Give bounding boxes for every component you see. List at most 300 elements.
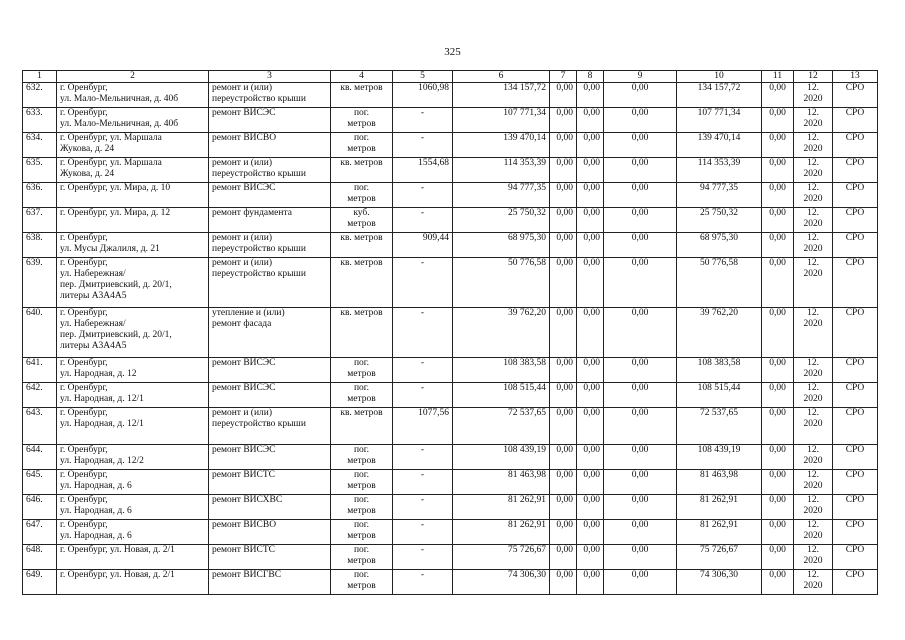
total-cost-cell: 94 777,35 (453, 183, 550, 208)
col10-cell: 74 306,30 (677, 570, 762, 595)
col7-cell: 0,00 (550, 183, 577, 208)
row-number-cell: 647. (23, 520, 57, 545)
col11-cell: 0,00 (762, 470, 794, 495)
contractor-cell: СРО (833, 183, 878, 208)
col9-cell: 0,00 (604, 83, 677, 108)
period-cell (794, 570, 833, 595)
contractor-cell: СРО (833, 545, 878, 570)
cell-line: пог. (353, 358, 370, 368)
col10-cell: 68 975,30 (677, 233, 762, 258)
col7-cell: 0,00 (550, 308, 577, 358)
cell-line: г. Оренбург, (60, 83, 108, 93)
row-number-cell: 641. (23, 358, 57, 383)
work-type-cell (209, 133, 331, 158)
cell-line: кв. метров (340, 233, 383, 243)
cell-line: г. Оренбург, (60, 495, 108, 505)
row-number-cell: 646. (23, 495, 57, 520)
cell-line: ул. Народная, д. 6 (60, 531, 132, 541)
col11-cell: 0,00 (762, 258, 794, 308)
work-type-cell (209, 233, 331, 258)
col9-cell: 0,00 (604, 408, 677, 445)
col7-cell: 0,00 (550, 158, 577, 183)
area-cell: - (393, 470, 453, 495)
unit-cell (331, 408, 393, 445)
area-cell: - (393, 570, 453, 595)
unit-cell (331, 358, 393, 383)
unit-cell (331, 470, 393, 495)
col9-cell: 0,00 (604, 208, 677, 233)
unit-cell (331, 383, 393, 408)
unit-cell (331, 520, 393, 545)
cell-line: ул. Народная, д. 12/1 (60, 419, 144, 429)
cell-line: 12. (807, 495, 819, 505)
work-type-cell (209, 383, 331, 408)
row-number-cell: 645. (23, 470, 57, 495)
cell-line: 12. (807, 383, 819, 393)
unit-cell (331, 158, 393, 183)
contractor-cell: СРО (833, 445, 878, 470)
cell-line: г. Оренбург, (60, 358, 108, 368)
total-cost-cell: 81 463,98 (453, 470, 550, 495)
cell-line: пог. (353, 133, 370, 143)
col8-cell: 0,00 (577, 258, 604, 308)
table-row (23, 408, 878, 445)
col8-cell: 0,00 (577, 308, 604, 358)
table-row (23, 495, 878, 520)
col9-cell: 0,00 (604, 570, 677, 595)
address-cell (57, 520, 209, 545)
area-cell: - (393, 133, 453, 158)
table-row (23, 108, 878, 133)
unit-cell (331, 570, 393, 595)
table-row (23, 208, 878, 233)
cell-line: пог. (353, 520, 370, 530)
cell-line: 2020 (803, 269, 823, 279)
cell-line: г. Оренбург, (60, 233, 108, 243)
table-row (23, 133, 878, 158)
address-cell (57, 570, 209, 595)
col7-cell: 0,00 (550, 233, 577, 258)
contractor-cell: СРО (833, 258, 878, 308)
cell-line: 2020 (803, 169, 823, 179)
col9-cell: 0,00 (604, 445, 677, 470)
column-header-13: 13 (833, 71, 878, 83)
cell-line: 12. (807, 545, 819, 555)
cell-line: г. Оренбург, ул. Новая, д. 2/1 (60, 570, 175, 580)
col9-cell: 0,00 (604, 308, 677, 358)
cell-line: 2020 (803, 369, 823, 379)
period-cell (794, 445, 833, 470)
col10-cell: 134 157,72 (677, 83, 762, 108)
table-row (23, 520, 878, 545)
period-cell (794, 545, 833, 570)
col9-cell: 0,00 (604, 383, 677, 408)
period-cell (794, 108, 833, 133)
address-cell (57, 258, 209, 308)
cell-line: ремонт ВИСЭС (212, 183, 276, 193)
period-cell (794, 358, 833, 383)
area-cell: - (393, 495, 453, 520)
col10-cell: 25 750,32 (677, 208, 762, 233)
cell-line: пог. (353, 108, 370, 118)
address-cell (57, 470, 209, 495)
unit-cell (331, 545, 393, 570)
cell-line: ремонт ВИСЭС (212, 445, 276, 455)
unit-cell (331, 133, 393, 158)
col11-cell: 0,00 (762, 308, 794, 358)
work-type-cell (209, 520, 331, 545)
cell-line: 2020 (803, 581, 823, 591)
cell-line: 2020 (803, 481, 823, 491)
contractor-cell: СРО (833, 520, 878, 545)
col11-cell: 0,00 (762, 158, 794, 183)
col7-cell: 0,00 (550, 208, 577, 233)
address-cell (57, 358, 209, 383)
cell-line: утепление и (или) (212, 308, 285, 318)
address-cell (57, 495, 209, 520)
col7-cell: 0,00 (550, 133, 577, 158)
total-cost-cell: 25 750,32 (453, 208, 550, 233)
address-cell (57, 83, 209, 108)
cell-line: 12. (807, 183, 819, 193)
col10-cell: 72 537,65 (677, 408, 762, 445)
cell-line: ремонт ВИСГВС (212, 570, 282, 580)
row-number-cell: 633. (23, 108, 57, 133)
row-number-cell: 636. (23, 183, 57, 208)
column-header-2: 2 (57, 71, 209, 83)
cell-line: 12. (807, 470, 819, 480)
cell-line: кв. метров (340, 408, 383, 418)
unit-cell (331, 308, 393, 358)
cell-line: ул. Мало-Мельничная, д. 40б (60, 94, 179, 104)
col10-cell: 81 262,91 (677, 520, 762, 545)
col8-cell: 0,00 (577, 470, 604, 495)
cell-line: метров (347, 194, 376, 204)
cell-line: г. Оренбург, (60, 470, 108, 480)
table-row (23, 233, 878, 258)
col10-cell: 108 383,58 (677, 358, 762, 383)
cell-line: ремонт и (или) (212, 258, 273, 268)
area-cell: 1060,98 (393, 83, 453, 108)
contractor-cell: СРО (833, 233, 878, 258)
unit-cell (331, 258, 393, 308)
col7-cell: 0,00 (550, 570, 577, 595)
col11-cell: 0,00 (762, 108, 794, 133)
col10-cell: 75 726,67 (677, 545, 762, 570)
cell-line: г. Оренбург, (60, 408, 108, 418)
col7-cell: 0,00 (550, 383, 577, 408)
contractor-cell: СРО (833, 570, 878, 595)
column-header-7: 7 (550, 71, 577, 83)
col8-cell: 0,00 (577, 570, 604, 595)
cell-line: пог. (353, 470, 370, 480)
area-cell: 1077,56 (393, 408, 453, 445)
col10-cell: 81 262,91 (677, 495, 762, 520)
period-cell (794, 520, 833, 545)
column-header-12: 12 (794, 71, 833, 83)
work-type-cell (209, 358, 331, 383)
period-cell (794, 470, 833, 495)
col9-cell: 0,00 (604, 133, 677, 158)
cell-line: ремонт и (или) (212, 83, 273, 93)
cell-line: 2020 (803, 244, 823, 254)
cell-line: метров (347, 531, 376, 541)
row-number-cell: 638. (23, 233, 57, 258)
cell-line: г. Оренбург, (60, 520, 108, 530)
total-cost-cell: 81 262,91 (453, 495, 550, 520)
cell-line: ул. Мало-Мельничная, д. 40б (60, 119, 179, 129)
area-cell: - (393, 183, 453, 208)
col11-cell: 0,00 (762, 208, 794, 233)
cell-line: 12. (807, 208, 819, 218)
table-row (23, 358, 878, 383)
cell-line: ремонт ВИСЭС (212, 108, 276, 118)
col7-cell: 0,00 (550, 408, 577, 445)
cell-line: куб. (353, 208, 370, 218)
table-row (23, 158, 878, 183)
col11-cell: 0,00 (762, 445, 794, 470)
contractor-cell: СРО (833, 108, 878, 133)
period-cell (794, 183, 833, 208)
work-type-cell (209, 470, 331, 495)
table-row (23, 470, 878, 495)
page-number: 325 (444, 46, 461, 58)
work-type-cell (209, 570, 331, 595)
work-type-cell (209, 108, 331, 133)
cell-line: 12. (807, 308, 819, 318)
total-cost-cell: 108 383,58 (453, 358, 550, 383)
cell-line: переустройство крыши (212, 269, 306, 279)
col9-cell: 0,00 (604, 545, 677, 570)
col10-cell: 50 776,58 (677, 258, 762, 308)
cell-line: 12. (807, 358, 819, 368)
col9-cell: 0,00 (604, 183, 677, 208)
cell-line: ул. Набережная/ (60, 319, 126, 329)
col8-cell: 0,00 (577, 183, 604, 208)
total-cost-cell: 72 537,65 (453, 408, 550, 445)
cell-line: ремонт ВИСЭС (212, 383, 276, 393)
col8-cell: 0,00 (577, 158, 604, 183)
work-type-cell (209, 158, 331, 183)
cell-line: метров (347, 219, 376, 229)
col11-cell: 0,00 (762, 545, 794, 570)
cell-line: 2020 (803, 119, 823, 129)
column-header-3: 3 (209, 71, 331, 83)
contractor-cell: СРО (833, 133, 878, 158)
address-cell (57, 183, 209, 208)
unit-cell (331, 495, 393, 520)
area-cell: - (393, 308, 453, 358)
table-row (23, 545, 878, 570)
period-cell (794, 208, 833, 233)
cell-line: метров (347, 581, 376, 591)
col7-cell: 0,00 (550, 545, 577, 570)
cell-line: пог. (353, 495, 370, 505)
area-cell: - (393, 445, 453, 470)
cell-line: г. Оренбург, ул. Новая, д. 2/1 (60, 545, 175, 555)
cell-line: ул. Мусы Джалиля, д. 21 (60, 244, 160, 254)
column-header-8: 8 (577, 71, 604, 83)
contractor-cell: СРО (833, 83, 878, 108)
area-cell: 909,44 (393, 233, 453, 258)
cell-line: метров (347, 456, 376, 466)
cell-line: метров (347, 119, 376, 129)
col8-cell: 0,00 (577, 208, 604, 233)
cell-line: Жукова, д. 24 (60, 169, 115, 179)
cell-line: ул. Народная, д. 12/2 (60, 456, 144, 466)
cell-line: метров (347, 369, 376, 379)
cell-line: переустройство крыши (212, 94, 306, 104)
col11-cell: 0,00 (762, 133, 794, 158)
work-type-cell (209, 308, 331, 358)
col8-cell: 0,00 (577, 133, 604, 158)
total-cost-cell: 50 776,58 (453, 258, 550, 308)
col9-cell: 0,00 (604, 258, 677, 308)
cell-line: кв. метров (340, 83, 383, 93)
period-cell (794, 83, 833, 108)
col11-cell: 0,00 (762, 495, 794, 520)
col7-cell: 0,00 (550, 470, 577, 495)
row-number-cell: 640. (23, 308, 57, 358)
cell-line: метров (347, 394, 376, 404)
col9-cell: 0,00 (604, 108, 677, 133)
col9-cell: 0,00 (604, 520, 677, 545)
area-cell: - (393, 383, 453, 408)
row-number-cell: 643. (23, 408, 57, 445)
column-header-11: 11 (762, 71, 794, 83)
work-type-cell (209, 495, 331, 520)
cell-line: г. Оренбург, ул. Маршала (60, 133, 162, 143)
col11-cell: 0,00 (762, 83, 794, 108)
work-type-cell (209, 208, 331, 233)
cell-line: г. Оренбург, ул. Мира, д. 10 (60, 183, 171, 193)
total-cost-cell: 107 771,34 (453, 108, 550, 133)
col7-cell: 0,00 (550, 445, 577, 470)
total-cost-cell: 81 262,91 (453, 520, 550, 545)
total-cost-cell: 68 975,30 (453, 233, 550, 258)
col8-cell: 0,00 (577, 83, 604, 108)
area-cell: 1554,68 (393, 158, 453, 183)
cell-line: кв. метров (340, 258, 383, 268)
total-cost-cell: 75 726,67 (453, 545, 550, 570)
cell-line: 2020 (803, 219, 823, 229)
work-type-cell (209, 83, 331, 108)
contractor-cell: СРО (833, 470, 878, 495)
cell-line: 2020 (803, 531, 823, 541)
work-type-cell (209, 445, 331, 470)
period-cell (794, 495, 833, 520)
work-type-cell (209, 545, 331, 570)
address-cell (57, 133, 209, 158)
cell-line: ремонт ВИСЭС (212, 358, 276, 368)
col8-cell: 0,00 (577, 520, 604, 545)
unit-cell (331, 208, 393, 233)
col7-cell: 0,00 (550, 258, 577, 308)
contractor-cell: СРО (833, 308, 878, 358)
cell-line: 2020 (803, 456, 823, 466)
cell-line: переустройство крыши (212, 169, 306, 179)
cell-line: г. Оренбург, (60, 258, 108, 268)
total-cost-cell: 134 157,72 (453, 83, 550, 108)
cell-line: ремонт ВИСВО (212, 133, 277, 143)
contractor-cell: СРО (833, 495, 878, 520)
cell-line: кв. метров (340, 308, 383, 318)
contractor-cell: СРО (833, 383, 878, 408)
col8-cell: 0,00 (577, 445, 604, 470)
cell-line: 12. (807, 83, 819, 93)
cell-line: г. Оренбург, ул. Маршала (60, 158, 162, 168)
col11-cell: 0,00 (762, 383, 794, 408)
cell-line: 2020 (803, 144, 823, 154)
address-cell (57, 233, 209, 258)
unit-cell (331, 445, 393, 470)
area-cell: - (393, 545, 453, 570)
col9-cell: 0,00 (604, 358, 677, 383)
table-row (23, 570, 878, 595)
cell-line: г. Оренбург, (60, 445, 108, 455)
address-cell (57, 545, 209, 570)
total-cost-cell: 108 515,44 (453, 383, 550, 408)
area-cell: - (393, 108, 453, 133)
total-cost-cell: 39 762,20 (453, 308, 550, 358)
col11-cell: 0,00 (762, 183, 794, 208)
address-cell (57, 108, 209, 133)
col9-cell: 0,00 (604, 470, 677, 495)
row-number-cell: 635. (23, 158, 57, 183)
cell-line: 2020 (803, 94, 823, 104)
cell-line: ремонт и (или) (212, 408, 273, 418)
cell-line: 12. (807, 258, 819, 268)
table-row (23, 445, 878, 470)
cell-line: ремонт и (или) (212, 158, 273, 168)
col11-cell: 0,00 (762, 570, 794, 595)
cell-line: метров (347, 481, 376, 491)
col9-cell: 0,00 (604, 158, 677, 183)
col10-cell: 108 439,19 (677, 445, 762, 470)
contractor-cell: СРО (833, 408, 878, 445)
cell-line: 12. (807, 158, 819, 168)
address-cell (57, 208, 209, 233)
cell-line: пог. (353, 383, 370, 393)
cell-line: переустройство крыши (212, 244, 306, 254)
col9-cell: 0,00 (604, 495, 677, 520)
cell-line: переустройство крыши (212, 419, 306, 429)
cell-line: 12. (807, 445, 819, 455)
table-row (23, 83, 878, 108)
cell-line: 12. (807, 408, 819, 418)
col10-cell: 107 771,34 (677, 108, 762, 133)
col8-cell: 0,00 (577, 408, 604, 445)
col11-cell: 0,00 (762, 520, 794, 545)
work-type-cell (209, 183, 331, 208)
address-cell (57, 383, 209, 408)
cell-line: г. Оренбург, (60, 383, 108, 393)
table-row (23, 308, 878, 358)
cell-line: Жукова, д. 24 (60, 144, 115, 154)
col7-cell: 0,00 (550, 520, 577, 545)
cell-line: 2020 (803, 556, 823, 566)
address-cell (57, 445, 209, 470)
cell-line: ул. Народная, д. 12 (60, 369, 137, 379)
cell-line: пер. Дмитриевский, д. 20/1, (60, 330, 172, 340)
col8-cell: 0,00 (577, 358, 604, 383)
unit-cell (331, 233, 393, 258)
cell-line: 2020 (803, 319, 823, 329)
cell-line: метров (347, 556, 376, 566)
work-type-cell (209, 258, 331, 308)
cell-line: ремонт фундамента (212, 208, 292, 218)
col11-cell: 0,00 (762, 358, 794, 383)
